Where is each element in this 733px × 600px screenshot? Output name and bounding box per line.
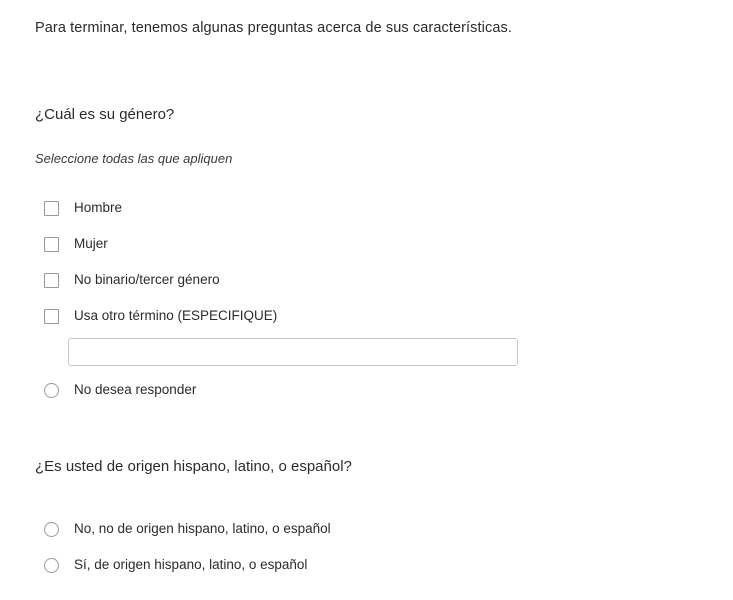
option-label: No, no de origen hispano, latino, o español <box>74 521 331 537</box>
specify-other-gender-input[interactable] <box>68 338 518 366</box>
option-hombre[interactable] <box>44 190 644 226</box>
intro-text: Para terminar, tenemos algunas preguntas acerca de sus características. <box>35 20 512 36</box>
option-label: Mujer <box>74 236 108 252</box>
option-label: Sí, de origen hispano, latino, o español <box>74 557 308 573</box>
option-si-hispano[interactable] <box>44 547 644 583</box>
checkbox-icon[interactable] <box>44 237 59 252</box>
checkbox-icon[interactable] <box>44 309 59 324</box>
checkbox-icon[interactable] <box>44 201 59 216</box>
checkbox-icon[interactable] <box>44 273 59 288</box>
question-1-instruction: Seleccione todas las que apliquen <box>35 151 233 166</box>
question-1-options <box>44 190 644 408</box>
option-mujer[interactable] <box>44 226 644 262</box>
question-2-options <box>44 511 644 583</box>
option-no-desea-responder[interactable] <box>44 372 644 408</box>
option-no-hispano[interactable] <box>44 511 644 547</box>
question-1-title: ¿Cuál es su género? <box>35 106 175 123</box>
option-otro-termino[interactable] <box>44 298 644 334</box>
option-label: Hombre <box>74 200 123 216</box>
option-no-binario[interactable] <box>44 262 644 298</box>
radio-icon[interactable] <box>44 383 59 398</box>
option-label: Usa otro término (ESPECIFIQUE) <box>74 308 278 324</box>
radio-icon[interactable] <box>44 558 59 573</box>
option-label: No desea responder <box>74 382 197 398</box>
radio-icon[interactable] <box>44 522 59 537</box>
question-2-title: ¿Es usted de origen hispano, latino, o español? <box>35 458 352 475</box>
specify-input-wrapper <box>68 338 644 366</box>
option-label: No binario/tercer género <box>74 272 220 288</box>
